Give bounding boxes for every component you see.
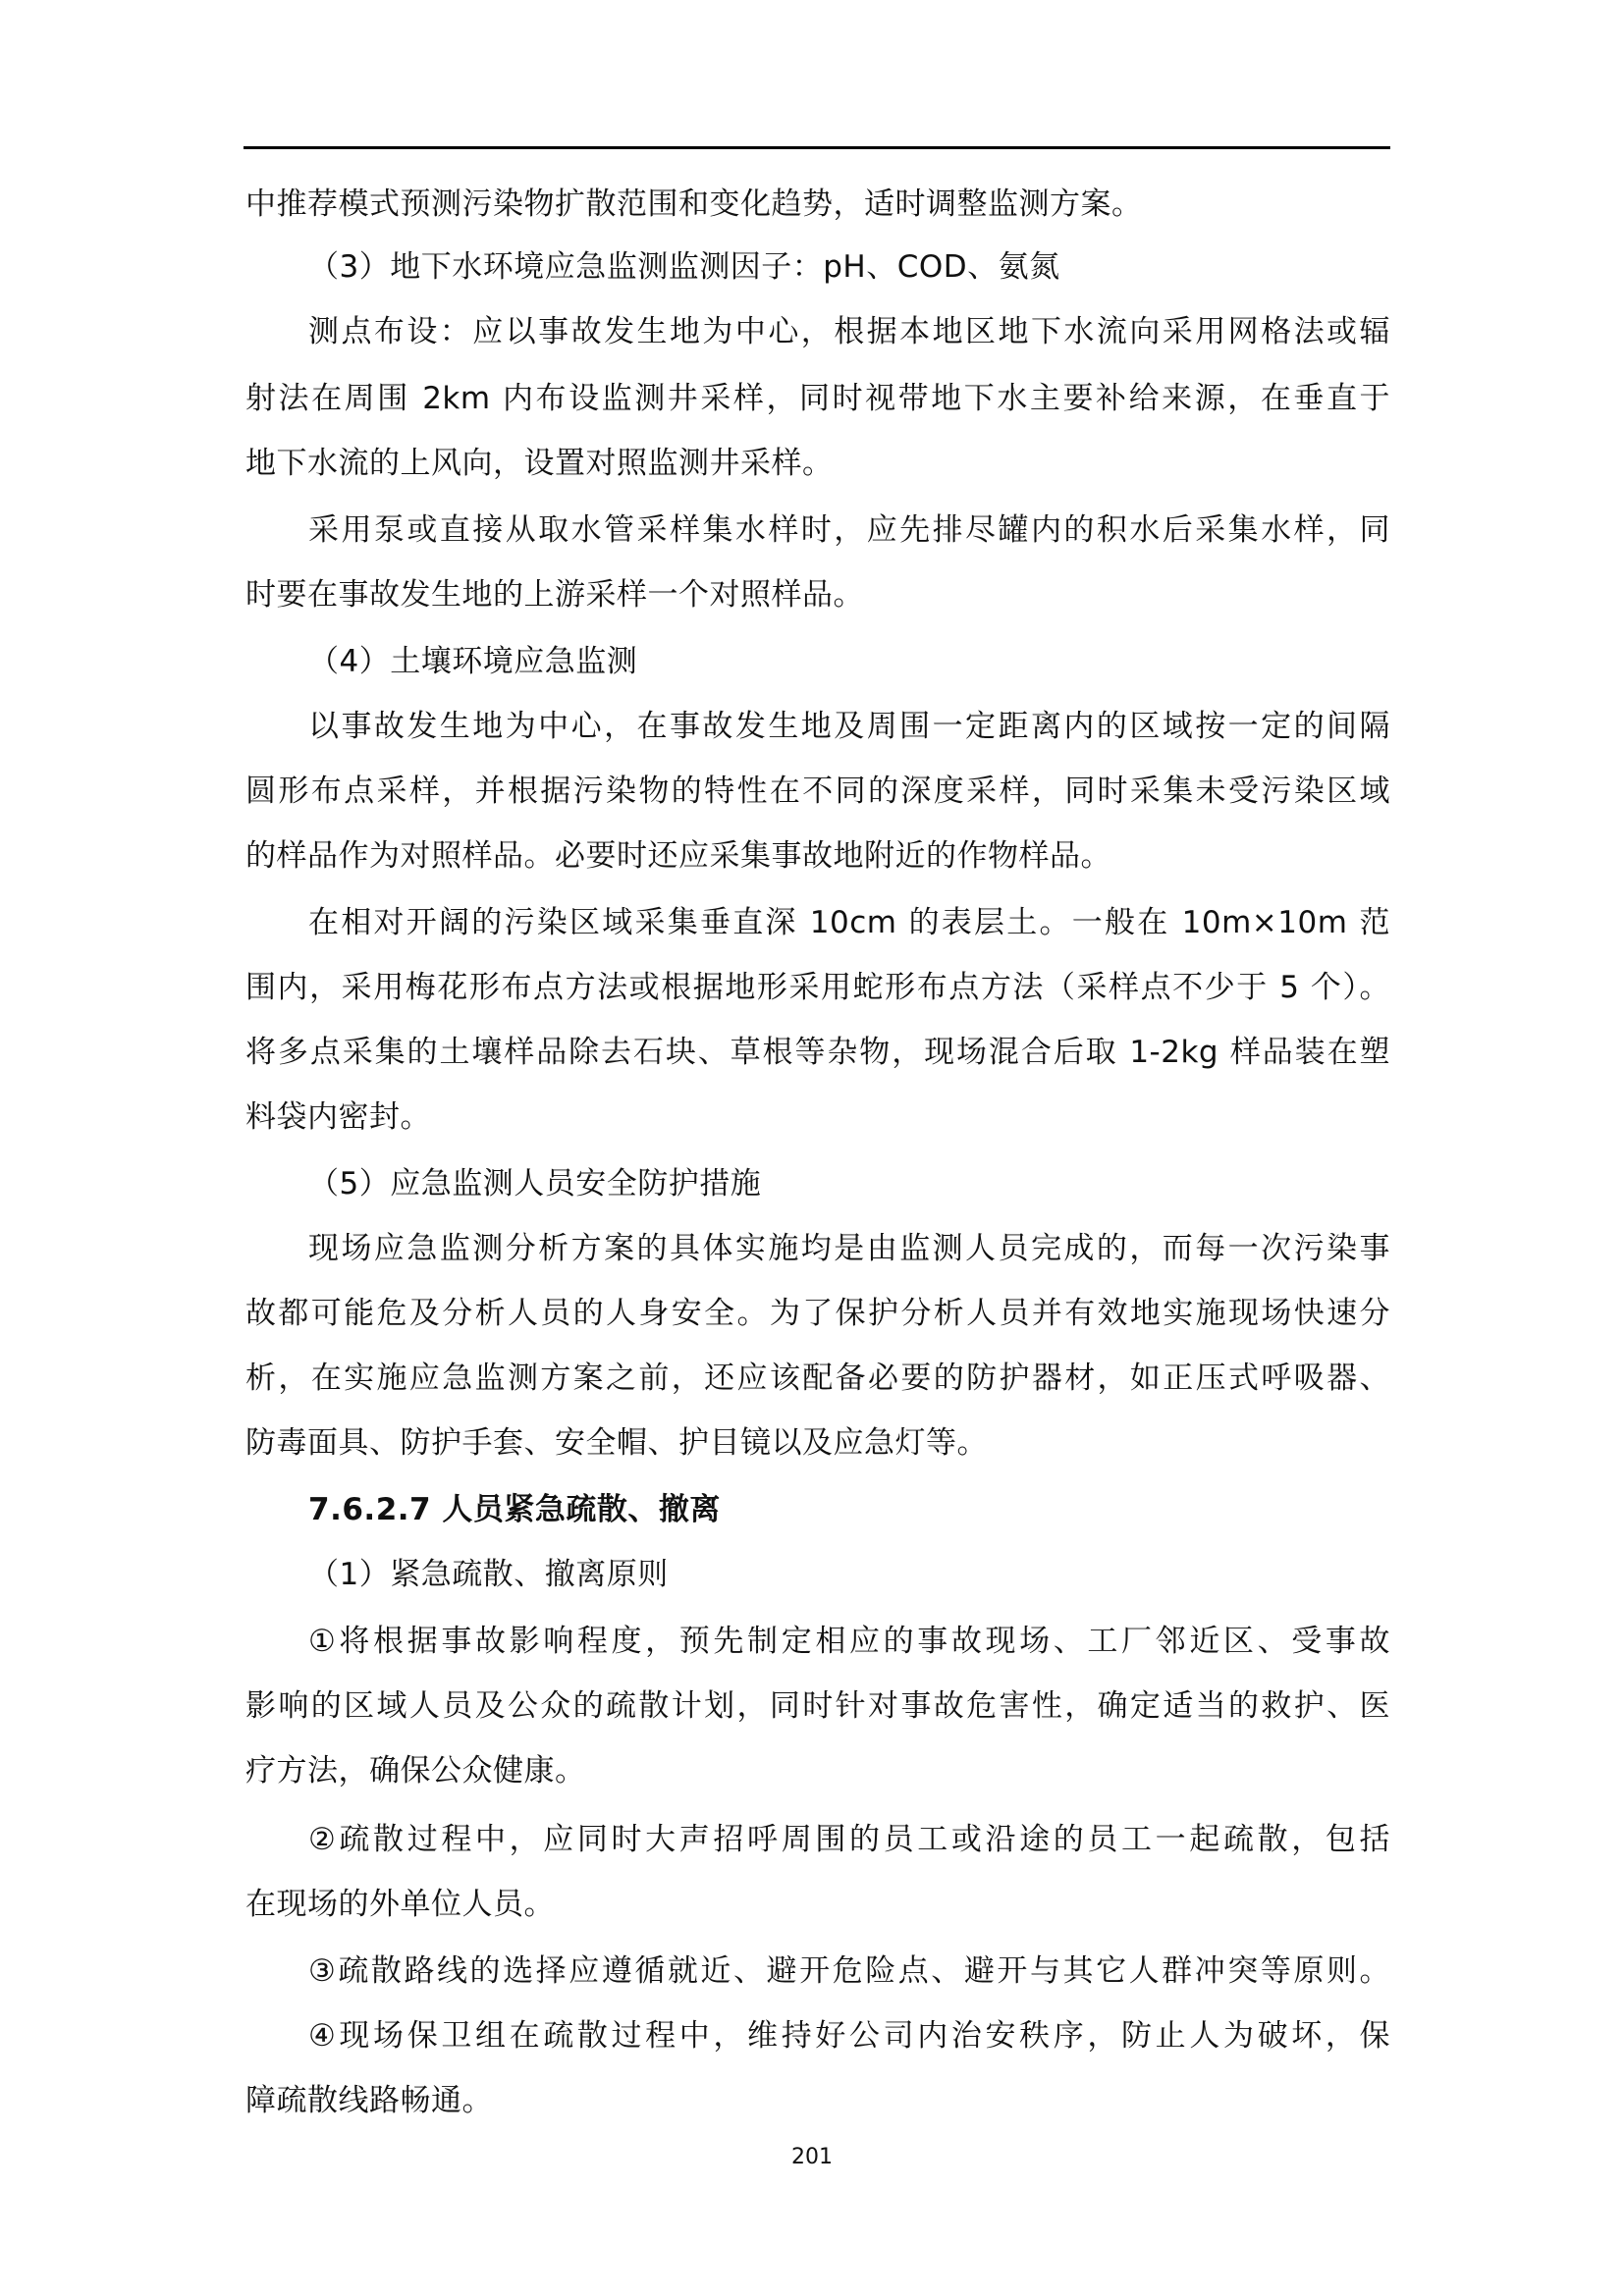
text-line: ②疏散过程中，应同时大声招呼周围的员工或沿途的员工一起疏散，包括 — [308, 1822, 1390, 1857]
page-number: 201 — [791, 2145, 833, 2169]
text-line: 故都可能危及分析人员的人身安全。为了保护分析人员并有效地实施现场快速分 — [245, 1296, 1390, 1331]
text-line: 时要在事故发生地的上游采样一个对照样品。 — [245, 577, 864, 613]
text-line: 现场应急监测分析方案的具体实施均是由监测人员完成的，而每一次污染事 — [308, 1231, 1390, 1266]
text-line: 在相对开阔的污染区域采集垂直深 10cm 的表层土。一般在 10m×10m 范 — [308, 905, 1390, 940]
section-heading: 7.6.2.7 人员紧急疏散、撤离 — [308, 1492, 721, 1527]
text-line: ①将根据事故影响程度，预先制定相应的事故现场、工厂邻近区、受事故 — [308, 1624, 1390, 1659]
text-line: 射法在周围 2km 内布设监测井采样，同时视带地下水主要补给来源，在垂直于 — [245, 381, 1390, 416]
text-line: （1）紧急疏散、撤离原则 — [308, 1557, 669, 1592]
text-line: 将多点采集的土壤样品除去石块、草根等杂物，现场混合后取 1-2kg 样品装在塑 — [245, 1035, 1390, 1070]
text-line: （3）地下水环境应急监测监测因子：pH、COD、氨氮 — [308, 249, 1060, 285]
text-line: 围内，采用梅花形布点方法或根据地形采用蛇形布点方法（采样点不少于 5 个）。 — [245, 970, 1390, 1005]
text-line: 地下水流的上风向，设置对照监测井采样。 — [245, 446, 834, 481]
text-line: 影响的区域人员及公众的疏散计划，同时针对事故危害性，确定适当的救护、医 — [245, 1688, 1390, 1724]
text-line: 圆形布点采样，并根据污染物的特性在不同的深度采样，同时采集未受污染区域 — [245, 774, 1390, 809]
text-line: 在现场的外单位人员。 — [245, 1887, 555, 1922]
text-line: 疗方法，确保公众健康。 — [245, 1753, 586, 1789]
text-line: 的样品作为对照样品。必要时还应采集事故地附近的作物样品。 — [245, 838, 1111, 874]
text-line: 采用泵或直接从取水管采样集水样时，应先排尽罐内的积水后采集水样，同 — [308, 512, 1390, 548]
header-rule — [244, 146, 1390, 149]
text-line: 测点布设：应以事故发生地为中心，根据本地区地下水流向采用网格法或辐 — [308, 314, 1390, 349]
text-line: 防毒面具、防护手套、安全帽、护目镜以及应急灯等。 — [245, 1425, 988, 1461]
text-line: ③疏散路线的选择应遵循就近、避开危险点、避开与其它人群冲突等原则。 — [308, 1953, 1390, 1989]
text-line: （4）土壤环境应急监测 — [308, 644, 638, 679]
text-line: ④现场保卫组在疏散过程中，维持好公司内治安秩序，防止人为破坏，保 — [308, 2018, 1390, 2054]
text-line: 障疏散线路畅通。 — [245, 2083, 493, 2118]
text-line: 料袋内密封。 — [245, 1099, 431, 1135]
text-line: （5）应急监测人员安全防护措施 — [308, 1166, 762, 1201]
text-line: 析，在实施应急监测方案之前，还应该配备必要的防护器材，如正压式呼吸器、 — [245, 1361, 1390, 1396]
text-line: 中推荐模式预测污染物扩散范围和变化趋势，适时调整监测方案。 — [245, 187, 1143, 222]
text-line: 以事故发生地为中心，在事故发生地及周围一定距离内的区域按一定的间隔 — [308, 709, 1390, 744]
